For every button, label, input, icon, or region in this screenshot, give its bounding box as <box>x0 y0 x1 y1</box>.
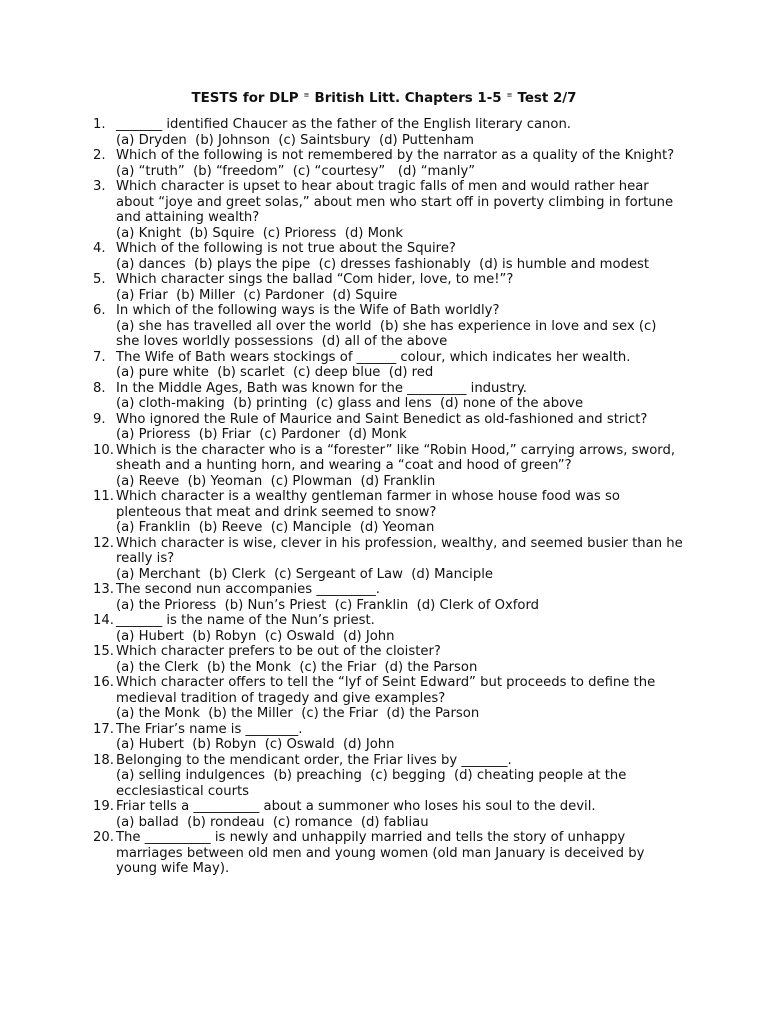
question-options: (a) the Clerk (b) the Monk (c) the Friar (d) the Parson <box>116 659 478 675</box>
title-separator-1: ≡ <box>303 91 310 99</box>
question-options: (a) Reeve (b) Yeoman (c) Plowman (d) Franklin <box>116 473 436 489</box>
question-number: 18. <box>93 752 114 768</box>
question-stem: Which character offers to tell the “lyf of Seint Edward” but proceeds to define the medieval tradition of tragedy and give examples? <box>116 675 660 706</box>
question-stem: Belonging to the mendicant order, the Friar lives by _______. <box>116 752 512 768</box>
question-item <box>93 613 683 644</box>
question-item <box>93 830 683 877</box>
question-item <box>93 644 683 675</box>
question-stem: _______ is the name of the Nun’s priest. <box>116 613 375 628</box>
question-item <box>93 303 683 350</box>
question-number: 7. <box>93 349 106 365</box>
question-item <box>93 443 683 490</box>
title-left: TESTS for DLP <box>191 91 299 106</box>
question-number: 13. <box>93 582 114 597</box>
question-stem: Who ignored the Rule of Maurice and Saint Benedict as old-fashioned and strict? <box>116 411 648 427</box>
question-stem: Which character is a wealthy gentleman farmer in whose house food was so plenteous that meat and drink seemed to snow? <box>116 489 625 520</box>
question-item <box>93 381 683 412</box>
question-stem: _______ identified Chaucer as the father of the English literary canon. <box>116 117 572 132</box>
question-item <box>93 412 683 443</box>
question-options: (a) Hubert (b) Robyn (c) Oswald (d) John <box>116 628 395 644</box>
question-options: (a) Merchant (b) Clerk (c) Sergeant of Law (d) Manciple <box>116 566 493 582</box>
question-item <box>93 799 683 830</box>
question-options: (a) the Monk (b) the Miller (c) the Friar (d) the Parson <box>116 706 480 721</box>
question-item <box>93 148 683 179</box>
question-number: 3. <box>93 179 106 194</box>
question-number: 15. <box>93 644 114 659</box>
question-options: (a) Friar (b) Miller (c) Pardoner (d) Squire <box>116 287 398 303</box>
question-item <box>93 179 683 241</box>
title-middle: British Litt. Chapters 1-5 <box>314 91 502 106</box>
question-options: (a) Franklin (b) Reeve (c) Manciple (d) Yeoman <box>116 520 435 535</box>
question-number: 6. <box>93 303 106 318</box>
question-options: (a) “truth” (b) “freedom” (c) “courtesy” (d) “manly” <box>116 163 476 179</box>
question-item <box>93 350 683 381</box>
question-number: 4. <box>93 241 106 256</box>
question-number: 5. <box>93 272 106 287</box>
question-stem: The second nun accompanies _________. <box>116 582 380 597</box>
question-options: (a) selling indulgences (b) preaching (c) begging (d) cheating people at the ecclesiastical courts <box>116 768 631 799</box>
question-options: (a) Dryden (b) Johnson (c) Saintsbury (d) Puttenham <box>116 132 474 148</box>
question-item <box>93 722 683 753</box>
page-title <box>0 87 768 107</box>
question-stem: Which character is upset to hear about tragic falls of men and would rather hear about “joye and greet solas,” about men who start off in poverty climbing in fortune and attaining wealth? <box>116 179 678 225</box>
question-item <box>93 582 683 613</box>
question-stem: Which character prefers to be out of the cloister? <box>116 644 441 659</box>
question-stem: Friar tells a __________ about a summoner who loses his soul to the devil. <box>116 799 596 814</box>
question-item <box>93 241 683 272</box>
question-number: 9. <box>93 411 106 427</box>
question-number: 11. <box>93 489 114 504</box>
question-number: 8. <box>93 380 106 396</box>
question-item <box>93 272 683 303</box>
question-number: 14. <box>93 613 114 628</box>
question-stem: Which character is wise, clever in his profession, wealthy, and seemed busier than he really is? <box>116 535 687 566</box>
question-number: 10. <box>93 442 114 458</box>
question-stem: Which character sings the ballad “Com hider, love, to me!”? <box>116 272 514 287</box>
title-separator-2: ≡ <box>506 91 513 99</box>
question-stem: The __________ is newly and unhappily married and tells the story of unhappy marriages between old men and young women (old man January is deceived by young wife May). <box>116 830 649 876</box>
question-options: (a) Hubert (b) Robyn (c) Oswald (d) John <box>116 737 395 752</box>
question-options: (a) ballad (b) rondeau (c) romance (d) fabliau <box>116 814 429 830</box>
question-options: (a) Knight (b) Squire (c) Prioress (d) Monk <box>116 225 404 241</box>
question-item <box>93 675 683 722</box>
question-list <box>93 117 687 877</box>
question-stem: The Friar’s name is ________. <box>116 721 303 737</box>
question-options: (a) dances (b) plays the pipe (c) dresses fashionably (d) is humble and modest <box>116 256 650 272</box>
question-number: 16. <box>93 675 114 690</box>
question-options: (a) the Prioress (b) Nun’s Priest (c) Franklin (d) Clerk of Oxford <box>116 597 540 613</box>
question-number: 12. <box>93 535 114 551</box>
question-options: (a) cloth-making (b) printing (c) glass and lens (d) none of the above <box>116 396 584 411</box>
question-options: (a) Prioress (b) Friar (c) Pardoner (d) Monk <box>116 427 407 442</box>
question-number: 19. <box>93 799 114 814</box>
question-stem: In which of the following ways is the Wife of Bath worldly? <box>116 303 500 318</box>
title-right: Test 2/7 <box>517 91 577 106</box>
question-item <box>93 753 683 800</box>
question-number: 1. <box>93 117 106 132</box>
question-stem: The Wife of Bath wears stockings of ______ colour, which indicates her wealth. <box>116 349 631 365</box>
question-options: (a) she has travelled all over the world (b) she has experience in love and sex (c) she loves worldly possessions (d) all of the above <box>116 318 661 349</box>
question-number: 20. <box>93 830 114 845</box>
question-item <box>93 489 683 536</box>
question-stem: In the Middle Ages, Bath was known for the _________ industry. <box>116 380 527 396</box>
question-stem: Which is the character who is a “forester” like “Robin Hood,” carrying arrows, sword, sheath and a hunting horn, and wearing a “coat and hood of green”? <box>116 442 680 473</box>
question-number: 17. <box>93 721 114 737</box>
question-options: (a) pure white (b) scarlet (c) deep blue (d) red <box>116 365 434 380</box>
question-item <box>93 535 687 583</box>
question-stem: Which of the following is not remembered by the narrator as a quality of the Knight? <box>116 148 675 163</box>
question-item <box>93 117 683 148</box>
question-number: 2. <box>93 148 106 163</box>
question-stem: Which of the following is not true about the Squire? <box>116 241 456 256</box>
